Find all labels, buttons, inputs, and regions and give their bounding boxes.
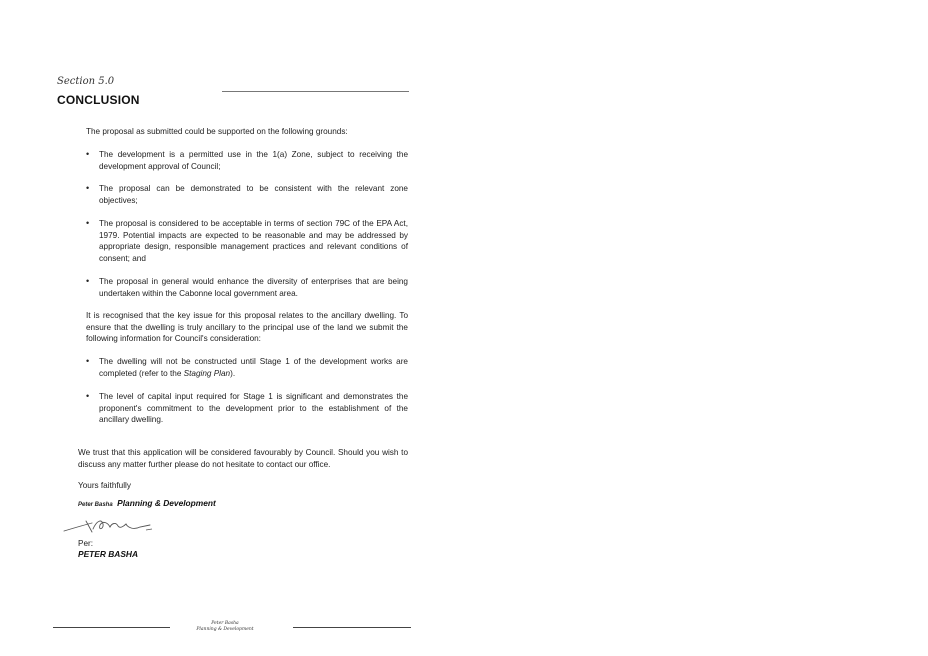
section-label: Section 5.0 xyxy=(57,76,115,87)
bullet-icon: • xyxy=(86,356,90,366)
ground-text: The development is a permitted use in the 1(a) Zone, subject to receiving the development approval of Council; xyxy=(99,150,408,171)
bullet-icon: • xyxy=(86,391,90,401)
key-issue-paragraph: It is recognised that the key issue for this proposal relates to the ancillary dwelling. To ensure that the dwelling is truly ancillary to the principal use of the land we submit the following information for Council's consideration: xyxy=(86,311,408,344)
salutation: Yours faithfully xyxy=(78,481,131,490)
dwelling-text: The level of capital input required for Stage 1 is significant and demonstrates the proponent's commitment to the development prior to the establishment of the ancillary dwelling. xyxy=(99,392,408,425)
firm-name-small: Peter Basha xyxy=(78,502,113,508)
bullet-icon: • xyxy=(86,183,90,193)
closing-paragraph: We trust that this application will be considered favourably by Council. Should you wish to discuss any matter further please do not hesitate to contact our office. xyxy=(78,448,408,469)
ground-text: The proposal is considered to be acceptable in terms of section 79C of the EPA Act, 1979. Potential impacts are expected to be reasonable and may be addressed by appropriate design, responsible management practices and relevant conditions of consent; and xyxy=(99,219,408,263)
signatory-name: PETER BASHA xyxy=(78,549,139,559)
firm-name xyxy=(78,493,216,511)
footer-logo: Peter Basha Planning & Development xyxy=(196,621,254,632)
signature-image xyxy=(62,514,154,536)
bullet-icon: • xyxy=(86,149,90,159)
footer-rule-left xyxy=(53,627,170,628)
dwelling-text: The dwelling will not be constructed until Stage 1 of the development works are completed (refer to the Staging Plan). xyxy=(99,357,408,378)
ground-text: The proposal in general would enhance the diversity of enterprises that are being undertaken within the Cabonne local government area. xyxy=(99,277,408,298)
section-heading: CONCLUSION xyxy=(57,93,140,107)
per-label: Per: xyxy=(78,539,94,548)
firm-name-large: Planning & Development xyxy=(117,498,216,508)
ground-text: The proposal can be demonstrated to be consistent with the relevant zone objectives; xyxy=(99,184,408,205)
bullet-icon: • xyxy=(86,218,90,228)
section-rule xyxy=(222,91,409,92)
intro-paragraph: The proposal as submitted could be supported on the following grounds: xyxy=(86,127,348,136)
footer-rule-right xyxy=(293,627,411,628)
bullet-icon: • xyxy=(86,276,90,286)
staging-plan-reference: Staging Plan xyxy=(183,368,231,378)
